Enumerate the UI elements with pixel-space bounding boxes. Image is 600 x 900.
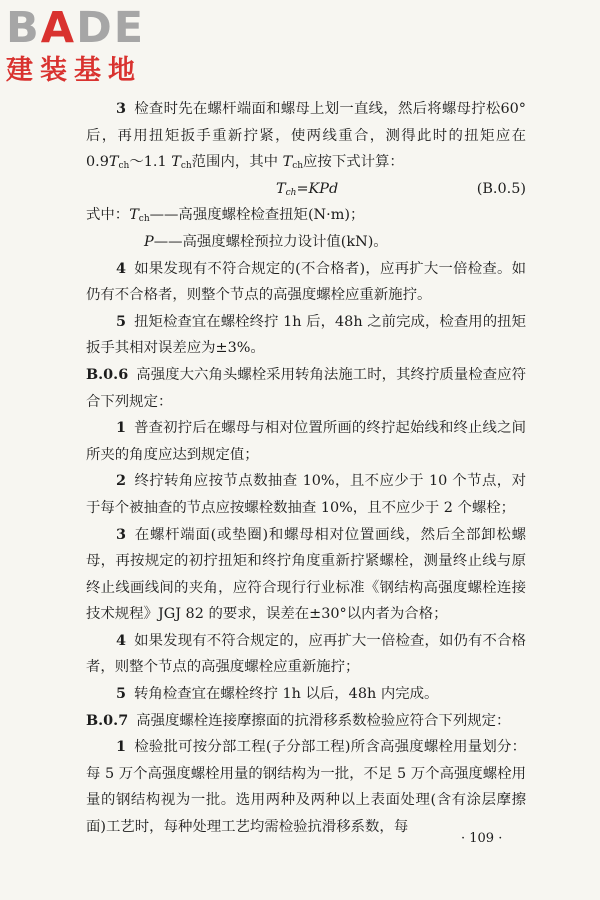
list-item: 5 转角检查宜在螺栓终拧 1h 以后，48h 内完成。 [116,685,439,703]
page-number: · 109 · [461,831,503,846]
formula-where-p: P——高强度螺栓预拉力设计值(kN)。 [144,233,388,250]
formula-expression: $T_{ch}=KPd$ [276,180,339,198]
paragraph-item-5: 5 扭矩检查宜在螺栓终拧 1h 后，48h 之前完成，检查用的扭矩扳手其相对误差应为±3%。 [86,312,526,357]
list-item: 2 终拧转角应按节点数抽查 10%，且不应少于 10 个节点，对于每个被抽查的节点应按螺栓数抽查 10%，且不应少于 2 个螺栓； [86,472,526,516]
logo-subtitle: 建装基地 [6,55,142,86]
formula-b05 [86,176,526,203]
formula-where-tch: 式中：$T_{ch}——$高强度螺栓检查扭矩(N·m)； [86,207,365,225]
list-item: 4 如果发现有不符合规定的，应再扩大一倍检查，如仍有不合格者，则整个节点的高强度螺栓应重新施拧； [86,631,526,676]
list-item: 3 在螺杆端面(或垫圈)和螺母相对位置画线，然后全部卸松螺母，再按规定的初拧扭矩和终拧角度重新拧紧螺栓，测量终止线与原终止线画线间的夹角，应符合现行行业标准《钢结构高强度螺栓连接技术规程》JGJ 82 的要求，误差在±30°以内者为合格； [86,525,526,623]
equation-number: (B.0.5) [476,180,526,197]
list-item: 1 普查初拧后在螺母与相对位置所画的终拧起始线和终止线之间所夹的角度应达到规定值； [86,419,526,463]
section-heading-b06: B.0.6 高强度大六角头螺栓采用转角法施工时，其终拧质量检查应符合下列规定： [86,365,526,410]
document-body [86,96,526,841]
brand-logo [6,4,206,88]
logo-wordmark: BADE [6,3,146,53]
paragraph-item-3: 3 检查时先在螺杆端面和螺母上划一直线，然后将螺母拧松60°后，再用扭矩扳手重新拧紧，使两线重合，测得此时的扭矩应在$0.9T_{ch}\sim 1.1$ $T_{ch}$范围内，其中 $T_{ch}$应按下式计算： [86,100,526,172]
paragraph-item-4: 4 如果发现有不符合规定的(不合格者)，应再扩大一倍检查。如仍有不合格者，则整个节点的高强度螺栓应重新施拧。 [86,259,526,304]
section-heading-b07: B.0.7 高强度螺栓连接摩擦面的抗滑移系数检验应符合下列规定： [86,711,511,729]
list-item: 1 检验批可按分部工程(子分部工程)所含高强度螺栓用量划分：每 5 万个高强度螺栓用量的钢结构为一批，不足 5 万个高强度螺栓用量的钢结构视为一批。选用两种及两种以上表面处理(含有涂层摩擦面)工艺时，每种处理工艺均需检验抗滑移系数，每 [86,738,526,836]
